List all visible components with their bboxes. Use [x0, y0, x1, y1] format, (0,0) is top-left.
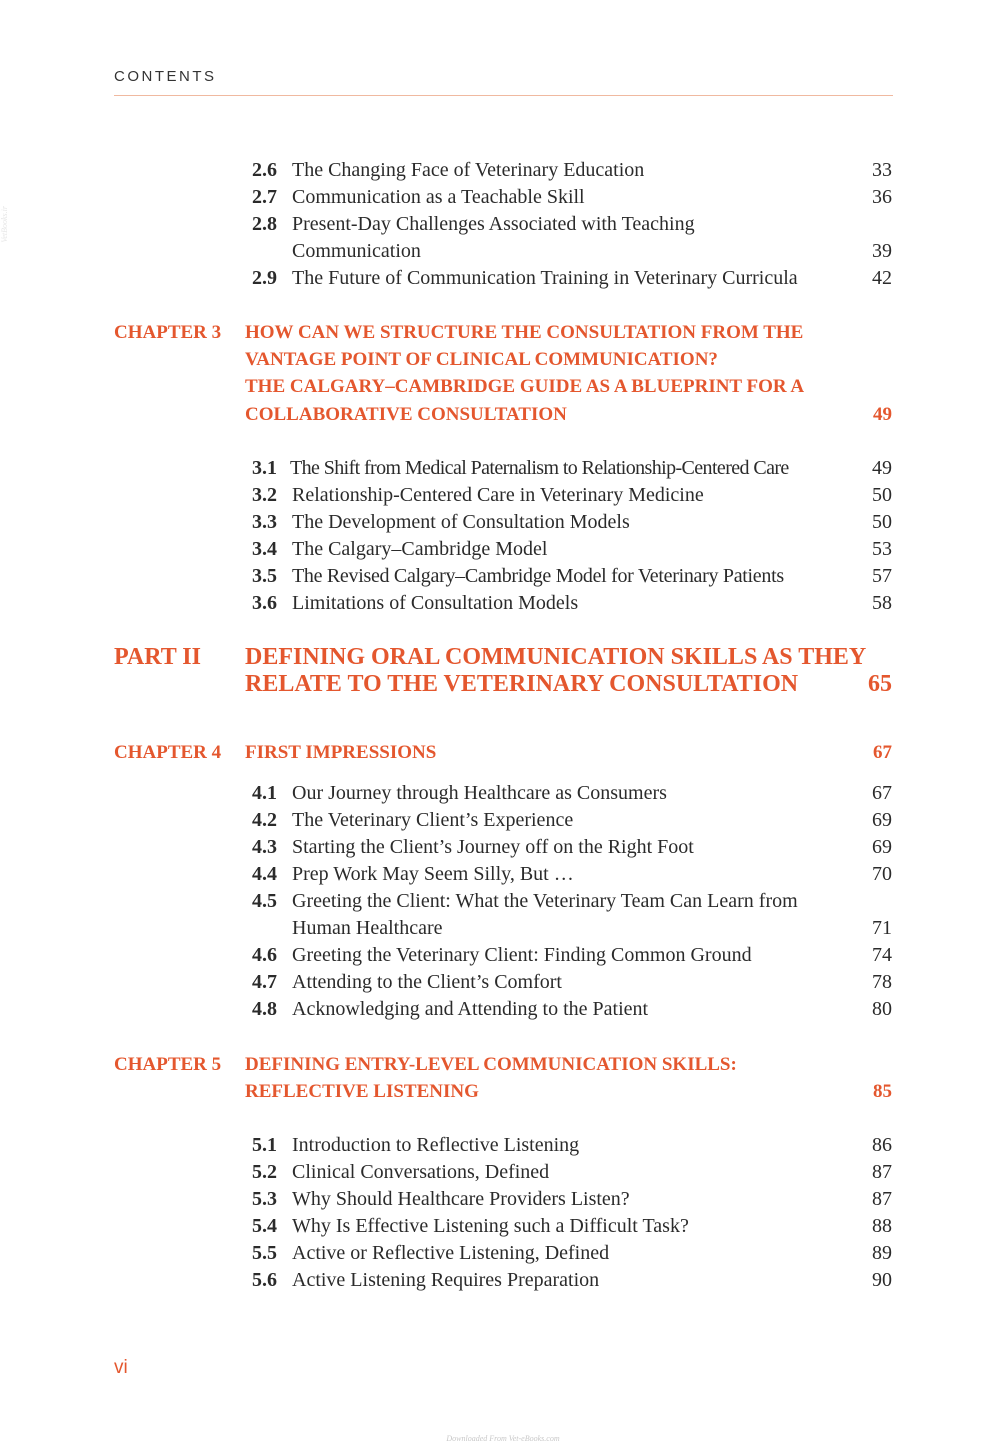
entry-number: 4.2	[252, 809, 277, 831]
entry-title: The Veterinary Client’s Experience	[292, 809, 574, 831]
header-rule	[114, 95, 893, 96]
toc-entry-continuation[interactable]	[0, 238, 1006, 265]
chapter-title: VANTAGE POINT OF CLINICAL COMMUNICATION?	[245, 349, 718, 370]
toc-entry[interactable]	[0, 861, 1006, 888]
entry-page: 42	[872, 267, 892, 289]
toc-entry[interactable]	[0, 482, 1006, 509]
entry-number: 2.6	[252, 159, 277, 181]
entry-page: 70	[872, 863, 892, 885]
toc-entry-continuation[interactable]	[0, 915, 1006, 942]
chapter-title: THE CALGARY–CAMBRIDGE GUIDE AS A BLUEPRINT FOR A	[245, 376, 805, 397]
entry-page: 49	[872, 457, 892, 479]
entry-title: Starting the Client’s Journey off on the Right Foot	[292, 836, 694, 858]
footer-note: Downloaded From Vet-eBooks.com	[446, 1434, 560, 1443]
chapter-heading-line	[0, 373, 1006, 400]
chapter-label: CHAPTER 4	[114, 742, 222, 763]
entry-number: 2.8	[252, 213, 277, 235]
toc-entry[interactable]	[0, 1213, 1006, 1240]
toc-entry[interactable]	[0, 184, 1006, 211]
entry-page: 57	[872, 565, 892, 587]
toc-entry[interactable]	[0, 157, 1006, 184]
toc-entry[interactable]	[0, 888, 1006, 915]
part-title: RELATE TO THE VETERINARY CONSULTATION	[245, 671, 799, 697]
entry-title: Greeting the Client: What the Veterinary Team Can Learn from	[292, 890, 798, 912]
part-label: PART II	[114, 644, 201, 670]
entry-title-continuation: Human Healthcare	[292, 917, 443, 939]
chapter-title: HOW CAN WE STRUCTURE THE CONSULTATION FROM THE	[245, 322, 804, 343]
entry-title: Communication as a Teachable Skill	[292, 186, 585, 208]
toc-entry[interactable]	[0, 996, 1006, 1023]
entry-number: 5.1	[252, 1134, 277, 1156]
entry-page: 53	[872, 538, 892, 560]
part-title: DEFINING ORAL COMMUNICATION SKILLS AS THEY	[245, 644, 867, 670]
entry-page: 87	[872, 1161, 892, 1183]
chapter-page: 85	[873, 1081, 892, 1102]
entry-number: 4.8	[252, 998, 277, 1020]
entry-title: Prep Work May Seem Silly, But …	[292, 863, 574, 885]
toc-entry[interactable]	[0, 780, 1006, 807]
entry-title: Relationship-Centered Care in Veterinary Medicine	[292, 484, 704, 506]
entry-number: 5.5	[252, 1242, 277, 1264]
toc-entry[interactable]	[0, 834, 1006, 861]
side-watermark: VetBooks.ir	[0, 206, 9, 243]
toc-entry[interactable]	[0, 1186, 1006, 1213]
part-heading[interactable]	[0, 642, 1006, 672]
chapter-page: 67	[873, 742, 892, 763]
entry-title-continuation: Communication	[292, 240, 421, 262]
entry-page: 39	[872, 240, 892, 262]
entry-page: 71	[872, 917, 892, 939]
entry-title: Present-Day Challenges Associated with Teaching	[292, 213, 695, 235]
chapter-title: FIRST IMPRESSIONS	[245, 742, 437, 763]
entry-page: 69	[872, 836, 892, 858]
part-page: 65	[868, 671, 892, 697]
entry-page: 88	[872, 1215, 892, 1237]
entry-title: The Revised Calgary–Cambridge Model for Veterinary Patients	[292, 565, 784, 587]
entry-page: 89	[872, 1242, 892, 1264]
toc-entry[interactable]	[0, 1159, 1006, 1186]
entry-number: 4.1	[252, 782, 277, 804]
entry-page: 90	[872, 1269, 892, 1291]
entry-title: The Calgary–Cambridge Model	[292, 538, 548, 560]
entry-number: 5.3	[252, 1188, 277, 1210]
chapter-title: COLLABORATIVE CONSULTATION	[245, 404, 567, 425]
toc-entry[interactable]	[0, 509, 1006, 536]
entry-page: 50	[872, 484, 892, 506]
entry-title: Our Journey through Healthcare as Consumers	[292, 782, 667, 804]
entry-page: 86	[872, 1134, 892, 1156]
entry-page: 80	[872, 998, 892, 1020]
entry-title: Active or Reflective Listening, Defined	[292, 1242, 610, 1264]
entry-page: 58	[872, 592, 892, 614]
entry-title: The Future of Communication Training in Veterinary Curricula	[292, 267, 798, 289]
chapter-title: REFLECTIVE LISTENING	[245, 1081, 479, 1102]
entry-title: Introduction to Reflective Listening	[292, 1134, 580, 1156]
entry-page: 69	[872, 809, 892, 831]
running-head: CONTENTS	[114, 68, 217, 85]
toc-entry[interactable]	[0, 265, 1006, 292]
chapter-label: CHAPTER 3	[114, 322, 222, 343]
chapter-label: CHAPTER 5	[114, 1054, 222, 1075]
toc-entry[interactable]	[0, 455, 1006, 482]
chapter-heading-line	[0, 1078, 1006, 1105]
entry-page: 87	[872, 1188, 892, 1210]
entry-title: The Shift from Medical Paternalism to Relationship-Centered Care	[290, 457, 789, 479]
entry-number: 3.3	[252, 511, 277, 533]
entry-title: Active Listening Requires Preparation	[292, 1269, 600, 1291]
entry-number: 2.9	[252, 267, 277, 289]
entry-title: Clinical Conversations, Defined	[292, 1161, 550, 1183]
entry-number: 4.6	[252, 944, 277, 966]
entry-title: Why Is Effective Listening such a Difficult Task?	[292, 1215, 689, 1237]
entry-number: 4.4	[252, 863, 277, 885]
toc-entry[interactable]	[0, 1132, 1006, 1159]
entry-number: 3.1	[252, 457, 277, 479]
entry-number: 5.4	[252, 1215, 277, 1237]
toc-entry[interactable]	[0, 211, 1006, 238]
entry-number: 3.5	[252, 565, 277, 587]
entry-page: 36	[872, 186, 892, 208]
chapter-heading[interactable]	[0, 319, 1006, 346]
entry-number: 4.5	[252, 890, 277, 912]
chapter-page: 49	[873, 404, 892, 425]
entry-number: 3.6	[252, 592, 277, 614]
part-heading-line	[0, 669, 1006, 699]
entry-number: 5.2	[252, 1161, 277, 1183]
entry-title: The Changing Face of Veterinary Education	[292, 159, 645, 181]
entry-title: The Development of Consultation Models	[292, 511, 630, 533]
toc-entry[interactable]	[0, 536, 1006, 563]
toc-entry[interactable]	[0, 563, 1006, 590]
entry-title: Acknowledging and Attending to the Patient	[292, 998, 649, 1020]
page-folio: vi	[114, 1357, 128, 1378]
entry-page: 33	[872, 159, 892, 181]
entry-number: 2.7	[252, 186, 277, 208]
entry-title: Greeting the Veterinary Client: Finding Common Ground	[292, 944, 752, 966]
entry-number: 3.2	[252, 484, 277, 506]
chapter-heading-line	[0, 401, 1006, 428]
entry-title: Limitations of Consultation Models	[292, 592, 579, 614]
toc-entry[interactable]	[0, 969, 1006, 996]
toc-entry[interactable]	[0, 590, 1006, 617]
entry-number: 3.4	[252, 538, 277, 560]
chapter-title: DEFINING ENTRY-LEVEL COMMUNICATION SKILLS:	[245, 1054, 737, 1075]
entry-page: 74	[872, 944, 892, 966]
chapter-heading[interactable]	[0, 1051, 1006, 1078]
toc-entry[interactable]	[0, 807, 1006, 834]
toc-entry[interactable]	[0, 1240, 1006, 1267]
toc-entry[interactable]	[0, 1267, 1006, 1294]
chapter-heading-line	[0, 346, 1006, 373]
entry-number: 4.7	[252, 971, 277, 993]
entry-title: Attending to the Client’s Comfort	[292, 971, 562, 993]
entry-page: 78	[872, 971, 892, 993]
entry-number: 4.3	[252, 836, 277, 858]
chapter-heading[interactable]	[0, 739, 1006, 766]
entry-title: Why Should Healthcare Providers Listen?	[292, 1188, 630, 1210]
toc-entry[interactable]	[0, 942, 1006, 969]
entry-page: 50	[872, 511, 892, 533]
entry-page: 67	[872, 782, 892, 804]
entry-number: 5.6	[252, 1269, 277, 1291]
